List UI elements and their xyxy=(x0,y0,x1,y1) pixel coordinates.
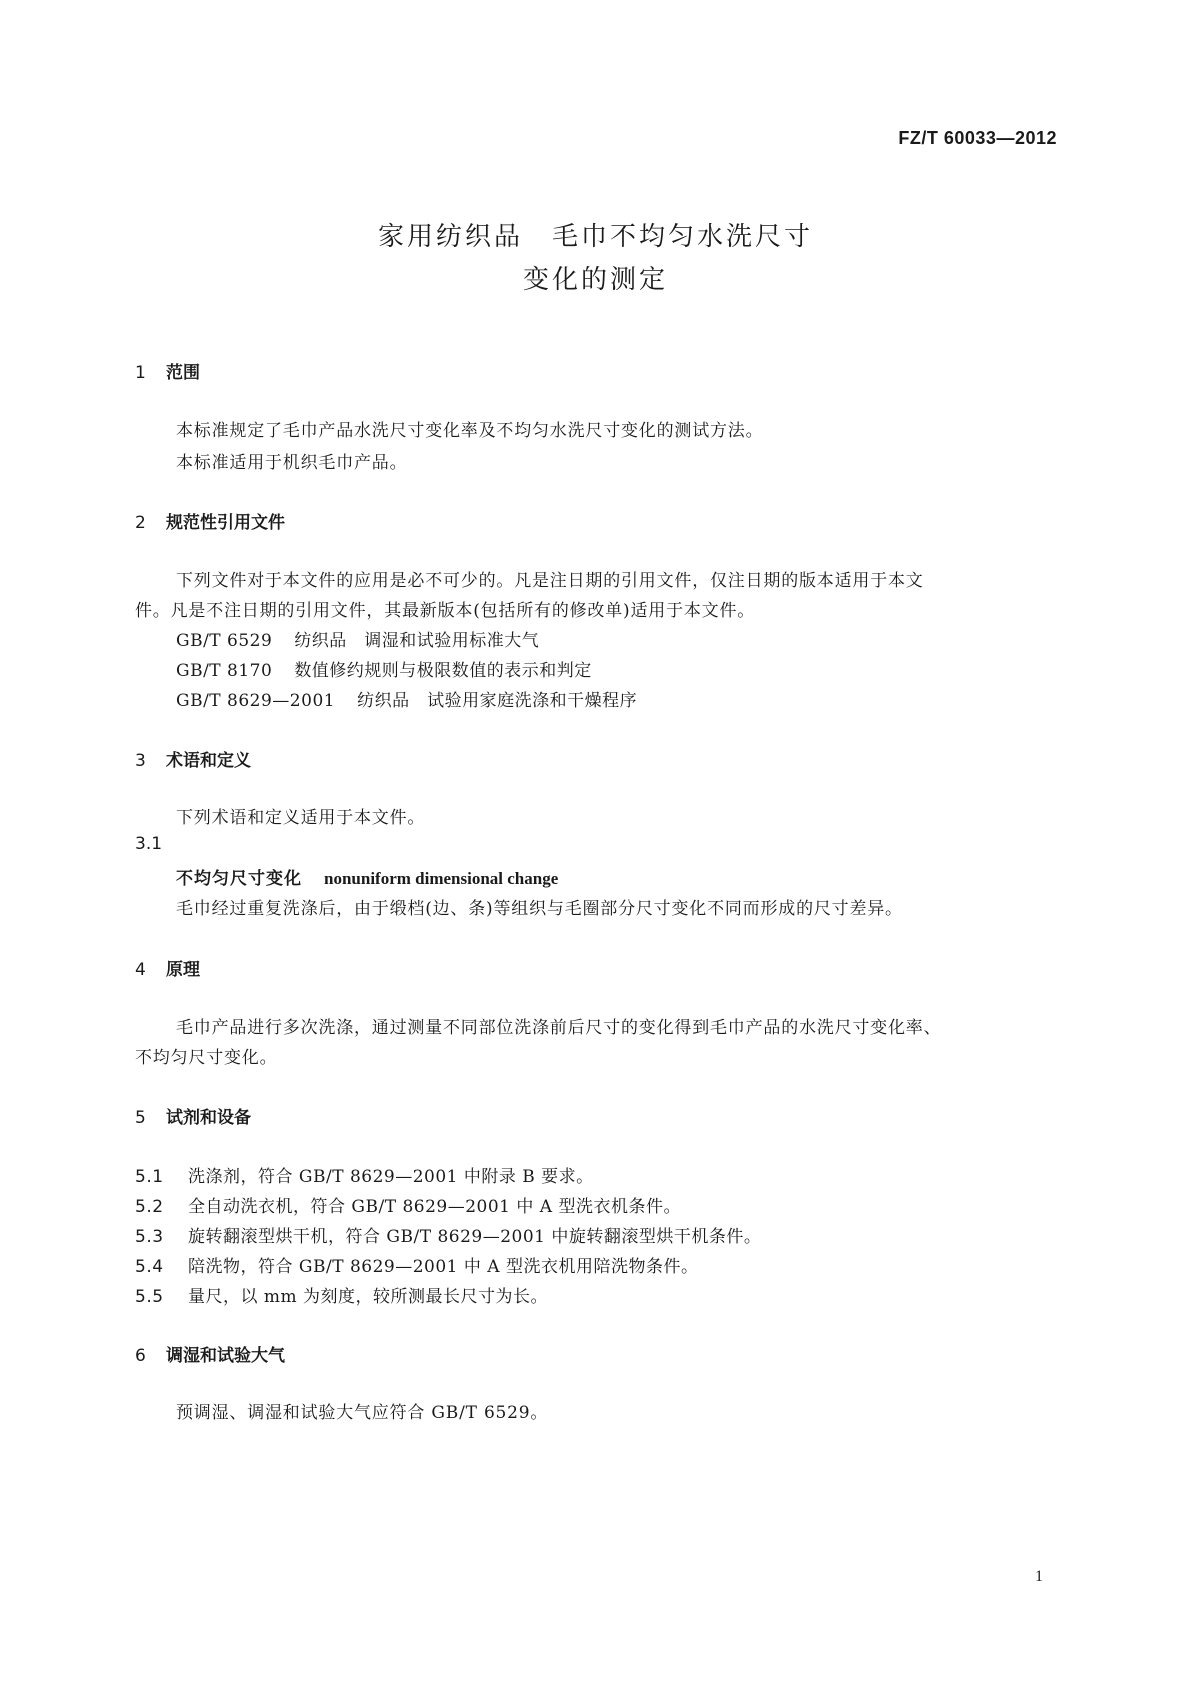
section-number: 6 xyxy=(135,1346,146,1366)
item-number: 5.4 xyxy=(135,1257,164,1277)
reference-item xyxy=(176,656,592,681)
reference-code: GB/T 8170 xyxy=(176,661,273,681)
page-number: 1 xyxy=(1035,1568,1043,1585)
section-4-heading xyxy=(135,955,200,980)
section-3-heading xyxy=(135,746,251,771)
document-title-line1: 家用纺织品 毛巾不均匀水洗尺寸 xyxy=(377,222,813,252)
paragraph: 件。凡是不注日期的引用文件，其最新版本(包括所有的修改单)适用于本文件。 xyxy=(135,601,756,621)
item-text: 全自动洗衣机，符合 GB/T 8629—2001 中 A 型洗衣机条件。 xyxy=(188,1197,681,1217)
paragraph: 下列术语和定义适用于本文件。 xyxy=(176,808,426,828)
item-number: 5.3 xyxy=(135,1227,164,1247)
list-item xyxy=(135,1162,594,1187)
term-entry xyxy=(176,864,558,889)
section-1-heading xyxy=(135,358,200,383)
document-title-line2: 变化的测定 xyxy=(522,265,668,295)
section-title: 试剂和设备 xyxy=(166,1108,251,1128)
item-text: 量尺，以 mm 为刻度，较所测最长尺寸为长。 xyxy=(188,1287,549,1307)
paragraph: 本标准规定了毛巾产品水洗尺寸变化率及不均匀水洗尺寸变化的测试方法。 xyxy=(176,421,764,441)
section-2-heading xyxy=(135,508,285,533)
reference-name: 纺织品 调湿和试验用标准大气 xyxy=(294,631,540,651)
section-title: 术语和定义 xyxy=(166,751,251,771)
paragraph: 本标准适用于机织毛巾产品。 xyxy=(176,453,408,473)
section-6-heading xyxy=(135,1341,285,1366)
reference-item xyxy=(176,626,539,651)
paragraph: 下列文件对于本文件的应用是必不可少的。凡是注日期的引用文件，仅注日期的版本适用于本文 xyxy=(176,571,924,591)
reference-item xyxy=(176,686,637,711)
term-english: nonuniform dimensional change xyxy=(324,869,559,888)
reference-code: GB/T 6529 xyxy=(176,631,273,651)
item-text: 旋转翻滚型烘干机，符合 GB/T 8629—2001 中旋转翻滚型烘干机条件。 xyxy=(188,1227,762,1247)
reference-name: 纺织品 试验用家庭洗涤和干燥程序 xyxy=(357,691,638,711)
item-number: 5.2 xyxy=(135,1197,164,1217)
paragraph: 预调湿、调湿和试验大气应符合 GB/T 6529。 xyxy=(176,1403,549,1423)
section-number: 3 xyxy=(135,751,146,771)
section-title: 原理 xyxy=(166,960,200,980)
term-number: 3.1 xyxy=(135,834,163,854)
reference-name: 数值修约规则与极限数值的表示和判定 xyxy=(294,661,592,681)
paragraph: 不均匀尺寸变化。 xyxy=(135,1048,278,1068)
item-number: 5.5 xyxy=(135,1287,164,1307)
term-chinese: 不均匀尺寸变化 xyxy=(176,869,302,889)
section-5-heading xyxy=(135,1103,251,1128)
term-definition: 毛巾经过重复洗涤后，由于缎档(边、条)等组织与毛圈部分尺寸变化不同而形成的尺寸差异。 xyxy=(176,899,903,919)
list-item xyxy=(135,1282,548,1307)
item-text: 陪洗物，符合 GB/T 8629—2001 中 A 型洗衣机用陪洗物条件。 xyxy=(188,1257,699,1277)
section-title: 规范性引用文件 xyxy=(166,513,285,533)
list-item xyxy=(135,1222,761,1247)
section-number: 4 xyxy=(135,960,146,980)
list-item xyxy=(135,1252,698,1277)
reference-code: GB/T 8629—2001 xyxy=(176,691,336,711)
item-number: 5.1 xyxy=(135,1167,164,1187)
list-item xyxy=(135,1192,681,1217)
item-text: 洗涤剂，符合 GB/T 8629—2001 中附录 B 要求。 xyxy=(188,1167,594,1187)
section-number: 2 xyxy=(135,513,146,533)
section-title: 范围 xyxy=(166,363,200,383)
standard-number: FZ/T 60033—2012 xyxy=(898,128,1057,148)
section-number: 5 xyxy=(135,1108,146,1128)
section-number: 1 xyxy=(135,363,146,383)
section-title: 调湿和试验大气 xyxy=(166,1346,285,1366)
paragraph: 毛巾产品进行多次洗涤，通过测量不同部位洗涤前后尺寸的变化得到毛巾产品的水洗尺寸变化率、 xyxy=(176,1018,942,1038)
